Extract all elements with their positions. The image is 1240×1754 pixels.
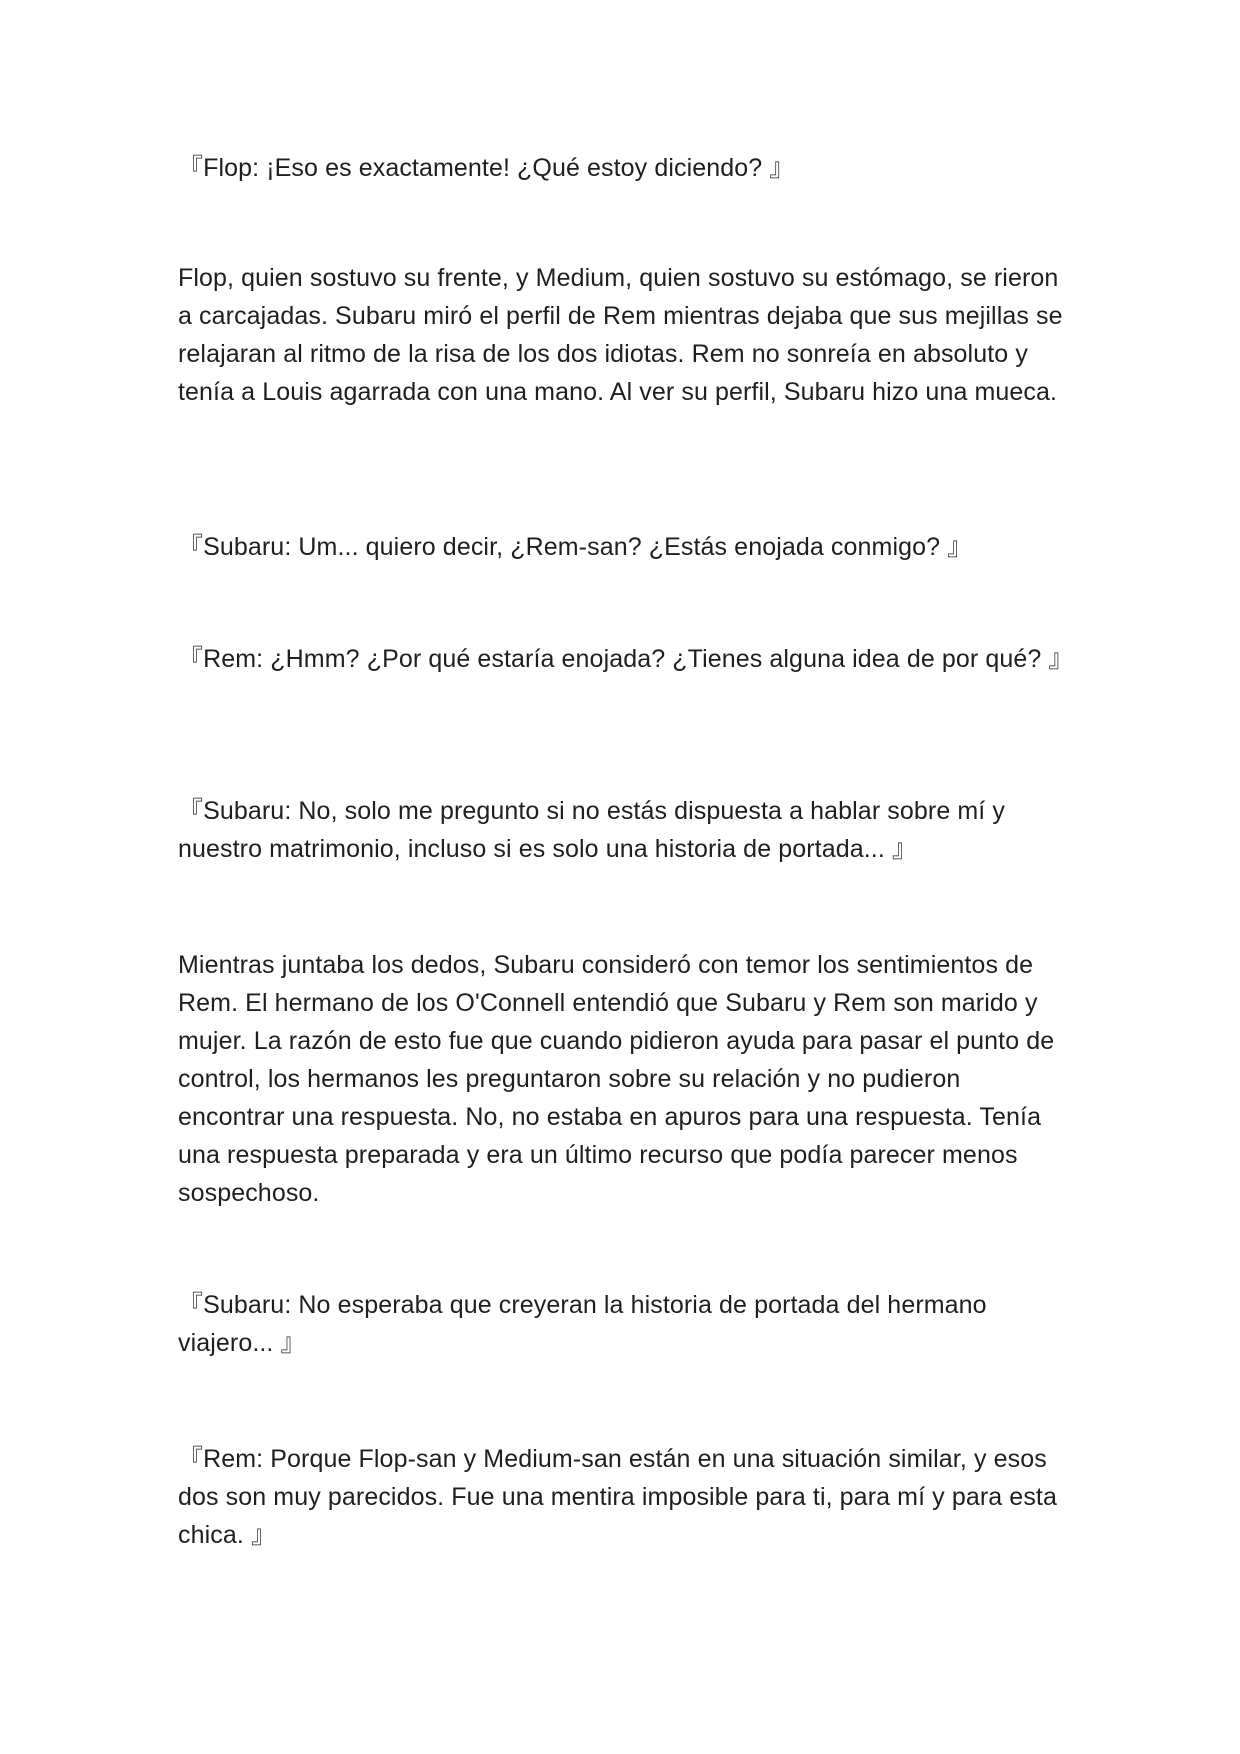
dialogue-rem-impossible-lie: 『Rem: Porque Flop-san y Medium-san están en una situación similar, y esos dos son muy parecidos. Fue una mentira imposible para ti, para mí y para esta chica. 』	[178, 1445, 1057, 1549]
narration-laughter: Flop, quien sostuvo su frente, y Medium, quien sostuvo su estómago, se rieron a carcajadas. Subaru miró el perfil de Rem mientras dejaba que sus mejillas se relajaran al ritmo de la risa de los dos idiotas. Rem no sonreía en absoluto y tenía a Louis agarrada con una mano. Al ver su perfil, Subaru hizo una mueca.	[178, 264, 1063, 406]
dialogue-flop-exactly: 『Flop: ¡Eso es exactamente! ¿Qué estoy diciendo? 』	[178, 154, 795, 182]
dialogue-subaru-marriage: 『Subaru: No, solo me pregunto si no estás dispuesta a hablar sobre mí y nuestro matrimonio, incluso si es solo una historia de portada... 』	[178, 797, 1005, 863]
dialogue-subaru-cover-story: 『Subaru: No esperaba que creyeran la historia de portada del hermano viajero... 』	[178, 1291, 987, 1357]
dialogue-rem-why-angry: 『Rem: ¿Hmm? ¿Por qué estaría enojada? ¿Tienes alguna idea de por qué? 』	[178, 645, 1074, 673]
dialogue-subaru-angry-question: 『Subaru: Um... quiero decir, ¿Rem-san? ¿Estás enojada conmigo? 』	[178, 533, 973, 561]
narration-checkpoint-story: Mientras juntaba los dedos, Subaru consideró con temor los sentimientos de Rem. El hermano de los O'Connell entendió que Subaru y Rem son marido y mujer. La razón de esto fue que cuando pidieron ayuda para pasar el punto de control, los hermanos les preguntaron sobre su relación y no pudieron encontrar una respuesta. No, no estaba en apuros para una respuesta. Tenía una respuesta preparada y era un último recurso que podía parecer menos sospechoso.	[178, 951, 1055, 1207]
